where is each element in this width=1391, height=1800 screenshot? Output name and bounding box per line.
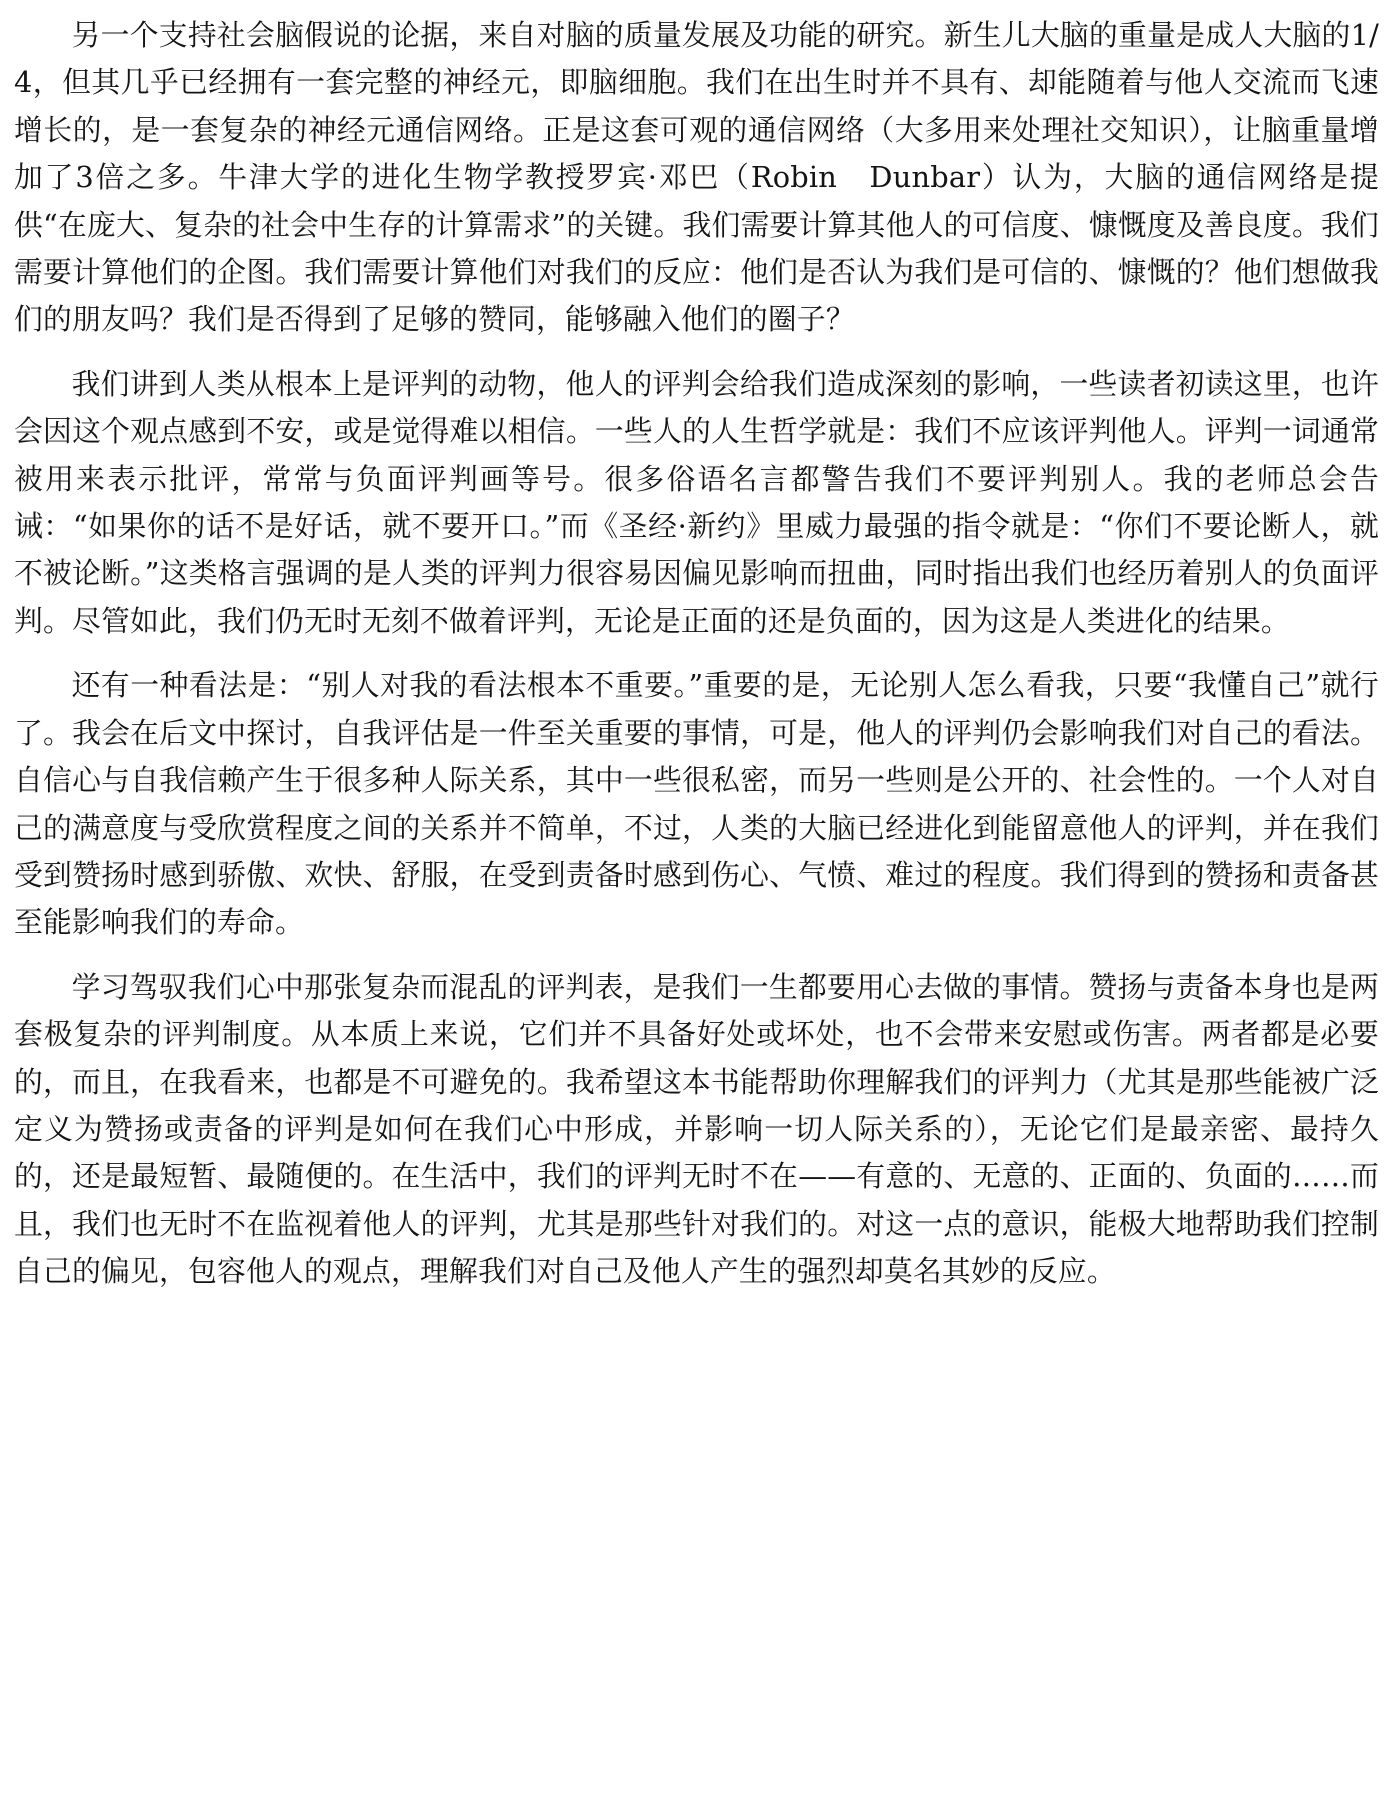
paragraph-judging-animals: 我们讲到人类从根本上是评判的动物，他人的评判会给我们造成深刻的影响，一些读者初读这里，也许会因这个观点感到不安，或是觉得难以相信。一些人的人生哲学就是：我们不应该评判他人。评判一词通常被用来表示批评，常常与负面评判画等号。很多俗语名言都警告我们不要评判别人。我的老师总会告诫：“如果你的话不是好话，就不要开口。”而《圣经·新约》里威力最强的指令就是：“你们不要论断人，就不被论断。”这类格言强调的是人类的评判力很容易因偏见影响而扭曲，同时指出我们也经历着别人的负面评判。尽管如此，我们仍无时无刻不做着评判，无论是正面的还是负面的，因为这是人类进化的结果。 [14, 366, 1379, 638]
paragraph-social-brain: 另一个支持社会脑假说的论据，来自对脑的质量发展及功能的研究。新生儿大脑的重量是成人大脑的1/4，但其几乎已经拥有一套完整的神经元，即脑细胞。我们在出生时并不具有、却能随着与他人交流而飞速增长的，是一套复杂的神经元通信网络。正是这套可观的通信网络（大多用来处理社交知识），让脑重量增加了3倍之多。牛津大学的进化生物学教授罗宾·邓巴（Robin Dunbar）认为，大脑的通信网络是提供“在庞大、复杂的社会中生存的计算需求”的关键。我们需要计算其他人的可信度、慷慨度及善良度。我们需要计算他们的企图。我们需要计算他们对我们的反应：他们是否认为我们是可信的、慷慨的？他们想做我们的朋友吗？我们是否得到了足够的赞同，能够融入他们的圈子？ [14, 18, 1379, 337]
paragraph-praise-and-blame: 学习驾驭我们心中那张复杂而混乱的评判表，是我们一生都要用心去做的事情。赞扬与责备本身也是两套极复杂的评判制度。从本质上来说，它们并不具备好处或坏处，也不会带来安慰或伤害。两者都是必要的，而且，在我看来，也都是不可避免的。我希望这本书能帮助你理解我们的评判力（尤其是那些能被广泛定义为赞扬或责备的评判是如何在我们心中形成，并影响一切人际关系的），无论它们是最亲密、最持久的，还是最短暂、最随便的。在生活中，我们的评判无时不在——有意的、无意的、正面的、负面的……而且，我们也无时不在监视着他人的评判，尤其是那些针对我们的。对这一点的意识，能极大地帮助我们控制自己的偏见，包容他人的观点，理解我们对自己及他人产生的强烈却莫名其妙的反应。 [14, 969, 1379, 1289]
paragraph-others-opinion: 还有一种看法是：“别人对我的看法根本不重要。”重要的是，无论别人怎么看我，只要“我懂自己”就行了。我会在后文中探讨，自我评估是一件至关重要的事情，可是，他人的评判仍会影响我们对自己的看法。自信心与自我信赖产生于很多种人际关系，其中一些很私密，而另一些则是公开的、社会性的。一个人对自己的满意度与受欣赏程度之间的关系并不简单，不过，人类的大脑已经进化到能留意他人的评判，并在我们受到赞扬时感到骄傲、欢快、舒服，在受到责备时感到伤心、气愤、难过的程度。我们得到的赞扬和责备甚至能影响我们的寿命。 [14, 668, 1379, 940]
